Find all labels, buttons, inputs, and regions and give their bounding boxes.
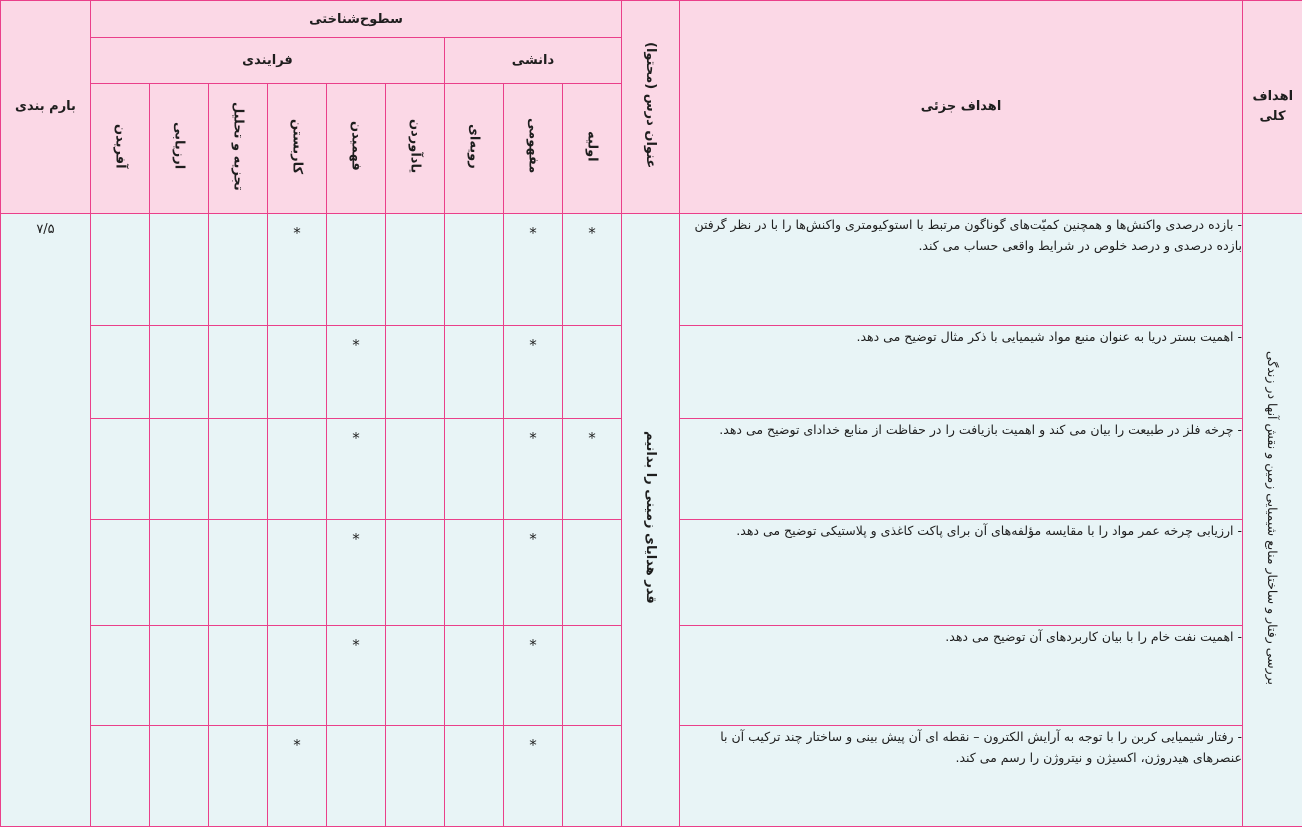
mark: * xyxy=(293,223,301,242)
mark-cell xyxy=(327,625,386,726)
objective-cell xyxy=(680,519,1243,625)
mark-cell xyxy=(504,213,563,326)
mark-cell xyxy=(504,625,563,726)
mark-cell xyxy=(327,326,386,419)
general-goal-text: بررسی رفتار و ساختار منابع شیمیایی زمین و نقش آنها در زندگی xyxy=(1265,350,1280,685)
mark-cell xyxy=(563,625,622,726)
mark: * xyxy=(352,529,360,548)
mark-cell xyxy=(504,419,563,520)
col-header-creating xyxy=(91,83,150,213)
baram-header xyxy=(1,1,91,214)
mark-cell xyxy=(209,213,268,326)
objective-cell xyxy=(680,326,1243,419)
objective-cell xyxy=(680,213,1243,326)
knowledge-label: دانشی xyxy=(511,52,555,68)
baram-header-label: بارم بندی xyxy=(15,99,76,115)
mark: * xyxy=(352,429,360,448)
col-label-understanding: فهمیدن xyxy=(348,121,364,171)
mark-cell xyxy=(91,326,150,419)
objective-text: - رفتار شیمیایی کربن را با توجه به آرایش الکترون – نقطه ای آن پیش بینی و ساختار چند ترکیب آن با عنصرهای هیدروژن، اکسیژن و نیتروژن را رسم می کند. xyxy=(720,729,1242,766)
topic-header-label: عنوان درس (محتوا) xyxy=(643,41,658,168)
mark-cell xyxy=(445,326,504,419)
mark-cell xyxy=(150,213,209,326)
mark-cell xyxy=(150,519,209,625)
mark-cell xyxy=(386,326,445,419)
col-header-analyzing xyxy=(209,83,268,213)
procedural-label: فرایندی xyxy=(242,52,293,68)
col-label-procedural-knowledge: رویه‌ای xyxy=(466,123,482,169)
mark-cell xyxy=(386,519,445,625)
knowledge-header xyxy=(445,38,622,83)
general-goals-header xyxy=(1243,1,1302,214)
general-goal-cell xyxy=(1243,213,1302,826)
procedural-header xyxy=(91,38,445,83)
col-label-applying: کاربستن xyxy=(289,118,305,174)
baram-value: ۷/۵ xyxy=(36,221,55,237)
objective-text: - ارزیابی چرخه عمر مواد را با مقایسه مؤلفه‌های آن برای پاکت کاغذی و پلاستیکی توضیح می دهد. xyxy=(736,522,1242,538)
mark-cell xyxy=(209,625,268,726)
cognitive-levels-header xyxy=(91,1,622,38)
mark-cell xyxy=(386,213,445,326)
topic-header xyxy=(622,1,680,214)
col-label-remembering: یادآوردن xyxy=(407,118,423,174)
col-header-understanding xyxy=(327,83,386,213)
col-label-factual: اولیه xyxy=(584,130,600,162)
table-row xyxy=(1,213,1302,326)
mark-cell xyxy=(386,419,445,520)
col-header-procedural-knowledge xyxy=(445,83,504,213)
mark-cell xyxy=(268,625,327,726)
mark-cell xyxy=(327,419,386,520)
mark-cell xyxy=(150,726,209,827)
mark-cell xyxy=(563,726,622,827)
mark-cell xyxy=(209,726,268,827)
general-goals-label: اهداف کلی xyxy=(1252,88,1294,124)
topic-cell xyxy=(622,213,680,826)
col-header-remembering xyxy=(386,83,445,213)
topic-text: قدر هدایای زمینی را بدانیم xyxy=(643,431,658,605)
col-header-evaluating xyxy=(150,83,209,213)
mark-cell xyxy=(268,726,327,827)
mark-cell xyxy=(327,726,386,827)
objective-cell xyxy=(680,625,1243,726)
mark-cell xyxy=(386,625,445,726)
partial-goals-header xyxy=(680,1,1243,214)
mark: * xyxy=(529,736,537,755)
mark-cell xyxy=(504,519,563,625)
mark-cell xyxy=(445,726,504,827)
mark-cell xyxy=(563,213,622,326)
cognitive-levels-label: سطوح‌شناختی xyxy=(309,11,403,27)
mark-cell xyxy=(563,419,622,520)
mark-cell xyxy=(91,213,150,326)
mark: * xyxy=(529,529,537,548)
mark: * xyxy=(529,336,537,355)
mark-cell xyxy=(91,519,150,625)
col-label-creating: آفریدن xyxy=(112,123,128,169)
mark-cell xyxy=(268,519,327,625)
mark-cell xyxy=(268,326,327,419)
col-header-conceptual xyxy=(504,83,563,213)
mark-cell xyxy=(445,213,504,326)
mark-cell xyxy=(445,519,504,625)
objective-text: - اهمیت نفت خام را با بیان کاربردهای آن توضیح می دهد. xyxy=(945,628,1242,644)
col-header-factual xyxy=(563,83,622,213)
mark: * xyxy=(352,336,360,355)
objective-text: - اهمیت بستر دریا به عنوان منبع مواد شیمیایی با ذکر مثال توضیح می دهد. xyxy=(856,329,1242,345)
mark-cell xyxy=(504,726,563,827)
mark-cell xyxy=(327,519,386,625)
mark-cell xyxy=(268,213,327,326)
mark-cell xyxy=(150,625,209,726)
mark-cell xyxy=(209,519,268,625)
mark: * xyxy=(588,223,596,242)
mark: * xyxy=(529,223,537,242)
objective-text: - چرخه فلز در طبیعت را بیان می کند و اهمیت بازیافت را در حفاظت از منابع خدادای توضیح می دهد. xyxy=(719,422,1242,438)
mark-cell xyxy=(327,213,386,326)
col-label-analyzing: تجزیه و تحلیل xyxy=(230,101,246,191)
mark-cell xyxy=(209,419,268,520)
mark: * xyxy=(293,736,301,755)
col-header-applying xyxy=(268,83,327,213)
objective-cell xyxy=(680,419,1243,520)
baram-value-cell xyxy=(1,213,91,826)
mark-cell xyxy=(91,726,150,827)
mark-cell xyxy=(504,326,563,419)
mark-cell xyxy=(445,625,504,726)
col-label-evaluating: ارزیابی xyxy=(171,122,187,170)
mark-cell xyxy=(563,519,622,625)
mark: * xyxy=(352,635,360,654)
col-label-conceptual: مفهومی xyxy=(525,118,541,174)
mark-cell xyxy=(150,326,209,419)
mark-cell xyxy=(150,419,209,520)
mark: * xyxy=(529,429,537,448)
mark: * xyxy=(529,635,537,654)
mark-cell xyxy=(91,625,150,726)
mark-cell xyxy=(91,419,150,520)
objective-text: - بازده درصدی واکنش‌ها و همچنین کمیّت‌های گوناگون مرتبط با استوکیومتری واکنش‌ها را با در نظر گرفتن بازده درصدی و درصد خلوص در شرایط واقعی حساب می کند. xyxy=(694,216,1242,253)
mark-cell xyxy=(563,326,622,419)
mark-cell xyxy=(445,419,504,520)
objective-cell xyxy=(680,726,1243,827)
partial-goals-label: اهداف جزئی xyxy=(920,99,1002,115)
mark-cell xyxy=(209,326,268,419)
mark-cell xyxy=(268,419,327,520)
mark-cell xyxy=(386,726,445,827)
mark: * xyxy=(588,429,596,448)
